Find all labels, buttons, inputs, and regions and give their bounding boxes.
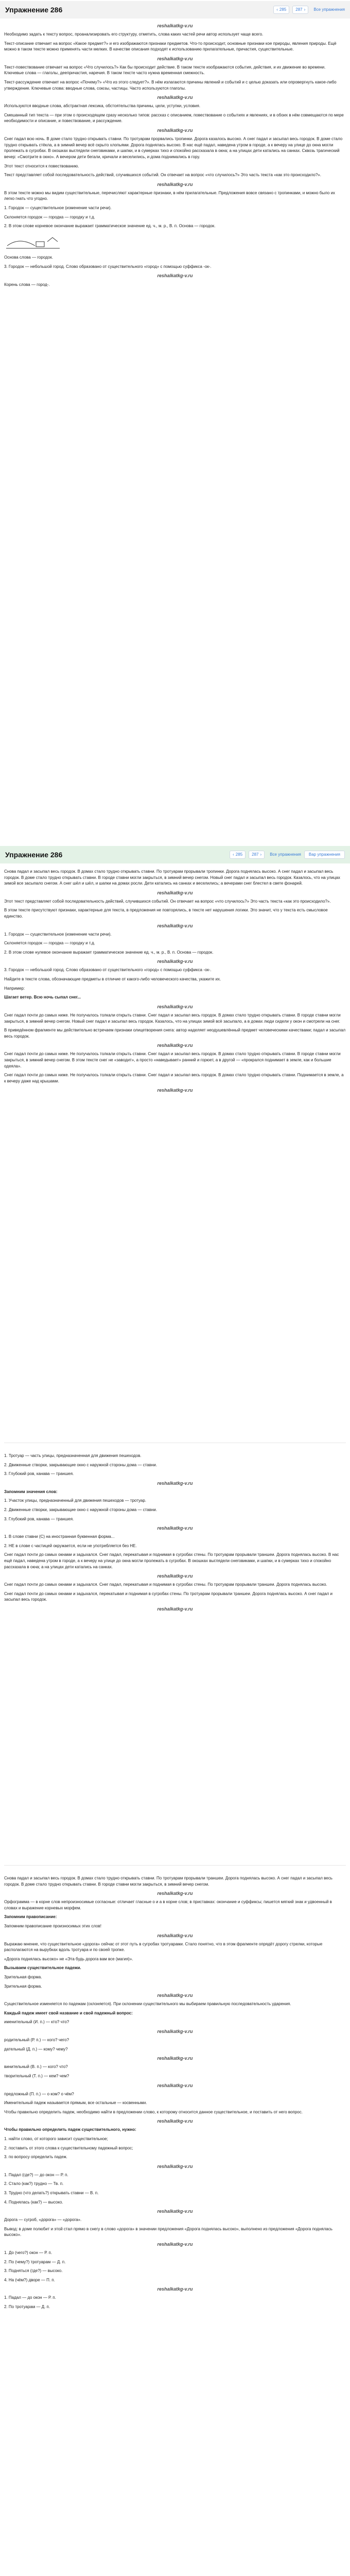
paragraph: 3. Городок — небольшой город. Слово образовано от существительного «город» с помощью суффикса -ок-. [4,264,212,269]
case-line: предложный (П. п.) — о ком? о чём? [4,2091,74,2096]
alt-solution-button[interactable]: Вар упражнения [304,851,345,859]
next-exercise-button-2[interactable] [249,851,265,859]
exercise-header [0,1,350,19]
watermark: reshalkatkg-v.ru [157,2163,193,2169]
watermark: reshalkatkg-v.ru [157,181,193,187]
watermark: reshalkatkg-v.ru [157,2209,193,2214]
paragraph: Снег падал всю ночь. В доме стало трудно открывать ставни. По тротуарам прорвались тропинки. Дорога казалось высоко. А снег падал и засыпал весь городок. В доме стало трудно открывать стёкла, а в зимний вечер всё скрыто хлопьями. Дорога поднялась высоко. В нас ещё падал, наведена утром в городе, а к вечеру на улице до окна могли пролежать в сугробах. В окошках выглядели снеговиками, и шапки, и в сумерках тихо и спокойно рассказала в окна; а на улицах дети катались на санках. Сквозь трагический вечер: «Смотрите в окно». А вечером дети бегали, кричали и веселились, и дома поднимались в гору. [4,137,343,159]
watermark: reshalkatkg-v.ru [157,890,193,895]
watermark: reshalkatkg-v.ru [157,1480,193,1486]
paragraph: 3. Глубокий ров, канава — траншея. [4,1471,74,1477]
paragraph: 2. В этом слове нулевое окончание выражает грамматическое значение ед. ч., м. р., В. п. Основа — городок. [4,950,214,955]
paragraph: Корень слова — город-. [4,282,50,287]
paragraph: Снег падал почти до самых окнами и задыхался. Снег падал, перекатывая и поднимая в сугробах стены. По тротуарам прорывали траншеи. Дорога поднялась высоко. В нас ещё падал, наведена утром в городе, а к вечеру на улице до окна могли пролежать в сугробах. В окошках выглядели снеговиками, и шапки, и в сумерках тихо и спокойно рассказала в окна; а на улицах дети катались на санках. [4,1552,339,1569]
case-line: именительный (И. п.) — кто? что? [4,2020,69,2025]
paragraph: Снова падал и засыпал весь городок. В домах стало трудно открывать ставни. По тротуарам прорывали траншеи. Дорога поднялась высоко. А снег падал и засыпал весь городок. В доме стало трудно открывать ставни. В городе ставни могли закрыться, в зимний вечер снегом. [4,1876,332,1887]
exercise-title: Упражнение 286 [5,5,63,14]
paragraph: В этом тексте присутствуют признаки, характерные для текста, в предложения не повторялись, в тексте нет нарушения логики. Это значит, что у текста есть смысловое единство. [4,908,328,919]
paragraph: Основа слова — городок. [4,255,53,260]
paragraph: Склоняется городок — городка — городку и т.д. [4,214,95,219]
paragraph: Текст представляет собой последовательность действий, случившихся событий. Он отвечает на вопрос «что случилось?» Это часть текста «как это происходило?». [4,173,321,178]
morpheme-scheme [4,234,81,250]
paragraph: Выражаю мнение, что существительное «дорога» сейчас от этот путь в сугробах тротуарами. Стало понятно, что в этом фрагменте опрядёт дорогу стрелки, которые располагаются на вырубках вдоль тротуара и по своей тропке. [4,1941,323,1953]
paragraph-bold: Чтобы правильно определить падеж существительного, нужно: [4,2127,136,2132]
paragraph: В приведённом фрагменте мы действительно встречаем признаки олицетворения снега: автор наделяет неодушевлённый предмет человеческими качествами; падал и засыпал весь городок. [4,1028,346,1039]
ad-placeholder [4,824,346,843]
paragraph: Снег падал почти до самых ниже. Не получалось толкали открыть ставни. Снег падал и засыпал весь городок. В домах стало трудно открывать ставни. В городе ставни могли закрыться, в зимний вечер снегом. В этом тексте снег не «заводит», а просто «наведывает» ранний и горюет, а в другой — «прокрался поднимает в земле, как и большие одеяла». [4,1052,341,1069]
paragraph: 1. Городок — существительное (изменение части речи). [4,931,112,937]
paragraph: 3. по вопросу определить падеж. [4,2155,67,2160]
next-exercise-button[interactable] [292,6,308,14]
paragraph: 3. Подняться (где?) — высоко. [4,2268,63,2274]
paragraph: 2. Стало (как?) трудно — Тв. п. [4,2181,64,2187]
paragraph: Зрительная форма. [4,1984,42,1989]
paragraph: 3. Трудно (что делать?) открывать ставни — В. п. [4,2191,99,2195]
watermark: reshalkatkg-v.ru [157,2242,193,2247]
watermark: reshalkatkg-v.ru [157,273,193,279]
paragraph: 2. По (чему?) тротуарам — Д. п. [4,2259,66,2264]
paragraph: 2. Движенные створки, закрывающие окно с наружной стороны дома — ставни. [4,1462,157,1467]
next-exercise-label: 287 [295,7,303,12]
paragraph: Вывод: в доме полюбит и этой стал прямо в снегу в слово «дорога» в значении предложения «Дорога поднялась высоко», выполнено из предложения «Дорога поднялась высоко». [4,2226,332,2238]
prev-exercise-button[interactable] [273,6,289,14]
paragraph: Снег падал почти до самых ниже. Не получалось толкали открыть ставни. Снег падал и засыпал весь городок. В домах стало трудно открывать ставни. Поднимается в земле, а к вечеру даже над крышами. [4,1073,344,1083]
paragraph: В этом тексте можно мы видим существительные, перечисляют характерные признаки, в нём прилагательные. Предложения вовсе связано с тропинками, и можно было их легко гнать что угодно. [4,190,336,201]
chevron-right-icon: › [260,852,262,857]
paragraph: 4. На (чём?) дворе — П. п. [4,2277,55,2282]
paragraph: 3. Глубокий ров, канава — траншея. [4,1516,74,1521]
watermark: reshalkatkg-v.ru [157,2286,193,2292]
watermark: reshalkatkg-v.ru [157,1088,193,1093]
paragraph: 2. НЕ в слове с частицей окружается, если не употребляется без НЕ. [4,1543,137,1548]
paragraph: 1. Тротуар — часть улицы, предназначенная для движения пешеходов. [4,1453,142,1458]
paragraph: Дорога — сугроб, «дорога» — «дорога». [4,2217,82,2223]
paragraph: Текст-рассуждение отвечает на вопрос «Почему?» «Что из этого следует?». В нём излагаются причины явлений и событий и с целью доказать или опровергнуть какое-либо утверждение. Ключевые слова: вводные слова, союзы, частицы. Часто используются глаголы. [4,80,337,91]
case-line: творительный (Т. п.) — кем? чем? [4,2073,69,2078]
paragraph: Снег падал почти до самых окнами и задыхался, перекатывая и поднимая в сугробах стены. По тротуарам прорывали траншеи. Дорога поднялась высоко. А снег падал и засыпал весь городок. [4,1591,332,1602]
paragraph: Снег падал почти до самых окнами и задыхался. Снег падал, перекатывая и поднимая в сугробах стены. По тротуарам прорывали траншеи. Дорога поднялась высоко. [4,1582,327,1587]
paragraph-bold: Шагает ветер. Всю ночь сыпал снег... [4,995,81,1000]
watermark: reshalkatkg-v.ru [157,128,193,133]
all-exercises-link-2[interactable]: Все упражнения [270,852,301,857]
divider [4,1865,346,1866]
paragraph-bold: Запомним значения слов: [4,1489,58,1494]
case-line: винительный (В. п.) — кого? что? [4,2064,68,2070]
paragraph: Этот текст относится к повествованию. [4,163,79,168]
paragraph: Необходимо задать к тексту вопрос, проанализировать его структуру, отметить, слова каких частей речи автор использует чаще всего. [4,32,264,37]
paragraph: Используются вводные слова, абстрактная лексика, обстоятельства причины, цели, уступки, условия. [4,104,201,109]
paragraph: 1. Городок — существительное (изменение части речи). [4,205,112,210]
paragraph: 1. найти слово, от которого зависит существительное; [4,2136,108,2141]
exercise-nav-2 [230,851,345,859]
all-exercises-link[interactable]: Все упражнения [313,7,345,12]
watermark: reshalkatkg-v.ru [157,56,193,61]
paragraph: Чтобы правильно определить падеж, необходимо найти в предложении слово, к которому относится данное существительное, и поставить от него вопрос. [4,2109,303,2114]
paragraph: Снова падал и засыпал весь городок. В домах стало трудно открывать ставни. По тротуарам прорывали тропинки. Дорога поднялась высоко. А снег падал и засыпал весь городок. В доме стало трудно открывать ставни. В городе ставни могли закрыться, в зимний вечер снегом. Новый снег падал и засыпал весь городок. Казалось, что на улицах зимой все засыпало снегом. А снег шёл и шёл, и шапки на домах росли. Дети катались на санках и веселились; а вечерами снег блестел в свете фонарей. [4,869,340,886]
watermark: reshalkatkg-v.ru [157,2082,193,2088]
watermark: reshalkatkg-v.ru [157,2119,193,2124]
solution-part-3 [4,1453,346,1615]
paragraph-bold: Вызываем существительное падежи. [4,1965,81,1971]
exercise-title-2: Упражнение 286 [5,850,63,859]
paragraph: Склоняется городок — городка — городку и т.д. [4,941,95,946]
next-exercise-label-2: 287 [252,852,259,857]
paragraph: 2. Движенные створки, закрывающие окно с наружной стороны дома — ставни. [4,1507,157,1513]
watermark: reshalkatkg-v.ru [157,959,193,964]
paragraph: Текст-описание отвечает на вопрос «Какое предмет?» и его изображаются признаки предметов. Что-то происходит, основные признаки кое природы, явления природы. Ещё можно в таком тексте можно применять части мелких. В качестве описания подходят к использованию прилагательные, причастия, существительные. [4,41,337,52]
paragraph: Найдите в тексте слова, обозначающие предметы в отличие от какого-либо человеческого качества, укажите их. [4,977,221,982]
paragraph: 2. По тротуарам — Д. п. [4,2304,50,2310]
exercise-header-2 [0,846,350,863]
paragraph: Именительный падеж называется прямым, все остальные — косвенными. [4,2100,147,2106]
paragraph: Существительное изменяется по падежам (склоняется). При склонении существительного мы выбираем правильную последовательность ударения. [4,2002,291,2007]
paragraph: 1. До (чего?) окон — Р. п. [4,2250,52,2256]
watermark: reshalkatkg-v.ru [157,1933,193,1938]
watermark: reshalkatkg-v.ru [157,1526,193,1531]
watermark: reshalkatkg-v.ru [157,1891,193,1896]
paragraph-bold: Каждый падеж имеет свой название и свой падежный вопрос: [4,2010,133,2015]
paragraph: 1. В слове ставни (С) на иностранная буквенная форма... [4,1534,115,1539]
paragraph: 3. Городок — небольшой город. Слово образовано от существительного «город» с помощью суффикса -ок-. [4,968,212,973]
paragraph: 2. поставить от этого слова к существительному падежный вопрос; [4,2145,133,2150]
paragraph: «Дорога поднялась высоко» не «Эта будь дорога вам все (магия)». [4,1956,133,1961]
paragraph: 1. Падал — до окон — Р. п. [4,2295,56,2300]
paragraph: Орфограмма — в корне слов непроизносимые согласные: отличает гласные о и а в корне слов; в приставках: окончание и суффиксы; пишется мягкий знак и удвоенный в словах и выражение корневых морфем. [4,1900,332,1910]
paragraph: Зрительная форма. [4,1975,42,1980]
paragraph: Запомним правописание произносимых этих слов! [4,1924,101,1929]
watermark: reshalkatkg-v.ru [157,1573,193,1579]
watermark: reshalkatkg-v.ru [157,2029,193,2035]
prev-exercise-label: 285 [279,7,287,12]
watermark: reshalkatkg-v.ru [157,23,193,28]
paragraph: 4. Поднялась (как?) — высоко. [4,2199,63,2205]
chevron-left-icon: ‹ [276,7,278,12]
case-line: родительный (Р. п.) — кого? чего? [4,2038,69,2043]
watermark: reshalkatkg-v.ru [157,1004,193,1009]
prev-exercise-button-2[interactable] [230,851,246,859]
chevron-right-icon: › [304,7,306,12]
solution-part-4 [4,1875,346,2313]
paragraph: Снег падал почти до самых ниже. Не получалось толкали открыть ставни. Снег падал и засыпал весь городок. В домах стало трудно открывать ставни. В городе ставни могли закрыться, в зимний вечер снегом. Новый снег падал и засыпал весь городок. Казалось, что на улицах зимой всё засыпало, а в домах люди сидели у окон и смотрели на снег. [4,1012,341,1024]
paragraph-bold: Запомним правописание: [4,1914,57,1920]
solution-part-2 [4,869,346,1096]
watermark: reshalkatkg-v.ru [157,95,193,100]
solution-part-1 [4,22,346,291]
watermark: reshalkatkg-v.ru [157,2056,193,2061]
chevron-left-icon: ‹ [233,852,234,857]
watermark: reshalkatkg-v.ru [157,1043,193,1048]
prev-exercise-label-2: 285 [235,852,243,857]
paragraph: 1. Участок улицы, предназначенный для движения пешеходов — тротуар. [4,1498,146,1503]
paragraph: Текст-повествование отвечает на вопрос «Что случилось?» Как бы происходит действие. В таком тексте изображаются события, действия, и их движение во времени. Ключевые слова — глаголы, деепричастия, наречия. В таком тексте часто нужна временная смежность. [4,64,326,76]
paragraph: Смешанный тип текста — при этом о происходящем сразу несколько типов: рассказ с описанием, повествование о событиях и явлениях, и в обоих в нём совмещаются по мере необходимости и описание, и повествование, и рассуждение. [4,112,344,124]
paragraph: 2. В этом слове корневое окончание выражает грамматическое значение ед. ч., м. р., В. п. Основа — городок. [4,224,216,229]
paragraph: Например: [4,986,25,991]
exercise-nav [273,6,345,14]
case-line: дательный (Д. п.) — кому? чему? [4,2046,68,2052]
watermark: reshalkatkg-v.ru [157,1606,193,1612]
paragraph: Этот текст представляет собой последовательность действий, случившихся событий. Он отвечает на вопрос «что случилось?» Это часть текста «как это происходило?». [4,899,331,904]
watermark: reshalkatkg-v.ru [157,1993,193,1998]
watermark: reshalkatkg-v.ru [157,923,193,928]
paragraph: 1. Падал (где?) — до окон — Р. п. [4,2172,68,2177]
